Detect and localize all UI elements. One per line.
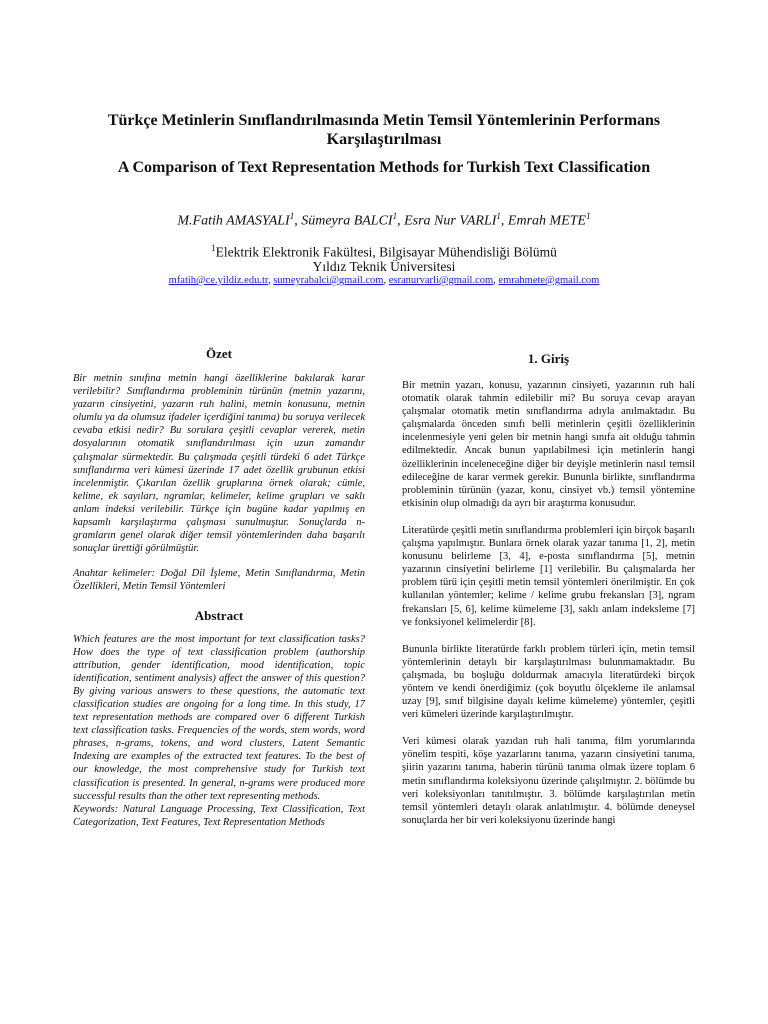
body-paragraph: Bir metnin yazarı, konusu, yazarının cinsiyeti, yazarının ruh hali otomatik olarak tahmin edilebilir mi? Bu soruya cevap arayan çalışmalar otomatik metin sınıflandırma adıyla anılmaktadır. Bu çalışmalarda önceden sınıfı belli metinlerin çeşitli özelliklerinin incelenmesiyle yeni gelen bir metnin hangi sınıfa ait olduğu tahmin edilmektedir. Ancak bunun yapılabilmesi için metinlerin hangi özelliklerinin inceleneceğine diğer bir deyişle metinlerin nasıl temsil edileceğine de karar vermek gerekir. Bununla birlikte, sınıflandırma probleminin türünün (yazar, konu, cinsiyet vb.) temsil yöntemine etkisinin olup olmadığı da ayrı bir araştırma konusudur. (402, 380, 695, 509)
body-paragraph: Literatürde çeşitli metin sınıflandırma problemleri için birçok başarılı çalışma yapılmıştır. Bunlara örnek olarak yazar tanıma [1, 2], metin konusunu belirleme [3, 4], e-posta sınıflandırma [5], metnin yazarının cinsiyetini belirleme [1] verilebilir. Bu çalışmalarda her problem türü için çeşitli metin temsil yöntemleri önerilmiştir. En çok kullanılan yöntemler; kelime / kelime grubu frekansları [3], ngram frekansları [5, 6], kelime kümeleme [3], saklı anlam indeksleme [7] ve fonksiyonel kelimelerdir [8]. (402, 524, 695, 628)
affiliation-mark: 1 (211, 243, 216, 253)
ozet-keywords: Anahtar kelimeler: Doğal Dil İşleme, Metin Sınıflandırma, Metin Özellikleri, Metin Temsil Yöntemleri (73, 568, 365, 593)
title-turkish: Türkçe Metinlerin Sınıflandırılmasında Metin Temsil Yöntemlerinin Performans Karşılaştırılması (107, 112, 661, 148)
ozet-heading: Özet (206, 346, 232, 361)
author-affiliation-mark: 1 (496, 211, 501, 221)
email-link[interactable]: emrahmete@gmail.com (498, 275, 600, 286)
affiliation-university: Yıldız Teknik Üniversitesi (312, 259, 456, 274)
email-link[interactable]: mfatih@ce.yildiz.edu.tr (168, 275, 268, 286)
section-heading-giris: 1. Giriş (527, 351, 570, 366)
right-column (402, 351, 695, 841)
body-paragraph: Bununla birlikte literatürde farklı problem türleri için, metin temsil yöntemlerinin detaylı bir karşılaştırılması bulunmamaktadır. Bu çalışmada, bu boşluğu doldurmak amacıyla literatürdeki birçok yöntem ve kendi önerdiğimiz (çok boyutlu ölçekleme ile anlamsal uzay [9], sınıf bilgisine dayalı kelime kümeleme) yöntemler, çeşitli veri kümeleri üzerinde karşılaştırılmıştır. (402, 643, 695, 721)
left-column (73, 346, 365, 829)
abstract-keywords: Keywords: Natural Language Processing, Text Classification, Text Categorization, Text Features, Text Representation Methods (73, 803, 365, 828)
email-link[interactable]: sumeyrabalci@gmail.com (273, 275, 384, 286)
author-list: M.Fatih AMASYALI$^1$, Sümeyra BALCI$^1$, Esra Nur VARLI$^1$, Emrah METE$^1$ (177, 211, 591, 229)
body-paragraph: Veri kümesi olarak yazıdan ruh hali tanıma, film yorumlarında yönelim tespiti, köşe yazarlarını tanıma, yazarın cinsiyetini tanıma, şiirin yazarını tanıma, haberin türünü tanıma olmak üzere toplam 6 metin sınıflandırma koleksiyonu üzerinde çalışılmıştır. 2. bölümde bu veri koleksiyonları tanıtılmıştır. 3. bölümde karşılaştırılan metin temsil yöntemleri detaylı olarak anlatılmıştır. 4. bölümde deneysel sonuçlarda her bir veri koleksiyonu üzerinde hangi (402, 736, 695, 826)
ozet-text: Bir metnin sınıfına metnin hangi özelliklerine bakılarak karar verilebilir? Sınıflandırma probleminin türünün (metnin yazarını, yazarın cinsiyetini, yazarın ruh halini, metnin konusunu, metnin olumlu ya da olumsuz ifadeler içerdiğini tanıma) bu soruya verilecek cevaba etkisi nedir? Bu sorulara çeşitli cevaplar vererek, metin dosyalarının otomatik sınıflandırılması için uzun zamandır çalışmalar sürmektedir. Bu çalışmada çeşitli türdeki 6 adet Türkçe sınıflandırma veri kümesi üzerinde 17 adet özellik grubunun etkisi incelenmiştir. Çıkarılan özellik gruplarına örnek olarak; cümle, kelime, ek sayıları, ngramlar, kelimeler, kelime grupları ve saklı anlam indeksi verilebilir. Türkçe için bugüne kadar yapılmış en kapsamlı karşılaştırma çalışması sunulmuştur. Sonuçlarda n-gramların genel olarak diğer temsil yöntemlerinden daha başarılı sonuçlar ürettiği görülmüştür. (73, 373, 365, 555)
author-name: Sümeyra BALCI (301, 213, 393, 229)
author-affiliation-mark: 1 (392, 211, 398, 221)
email-list: mfatih@ce.yildiz.edu.tr, sumeyrabalci@gmail.com, esranurvarli@gmail.com, emrahmete@gmail.com (168, 275, 600, 286)
abstract-text: Which features are the most important for text classification tasks? How does the type of text classification problem (authorship attribution, gender identification, mood identification, topic identification, sentiment analysis) affect the answer of this question? By giving various answers to these questions, the automatic text classification studies are ongoing for a long time. In this study, 17 text representation methods are compared over 6 different Turkish text classification tasks. Frequencies of the words, stem words, word phrases, n-grams, tokens, and word clusters, Latent Semantic Indexing are examples of the extracted text features. To the best of our knowledge, the most comprehensive study for Turkish text classification is presented. In general, n-grams were produced more successful results than the other text representing methods. (73, 633, 365, 802)
author-name: Emrah METE (507, 213, 587, 229)
email-link[interactable]: esranurvarli@gmail.com (388, 275, 494, 286)
author-affiliation-mark: 1 (289, 211, 295, 221)
abstract-heading: Abstract (194, 607, 244, 623)
title-english: A Comparison of Text Representation Methods for Turkish Text Classification (117, 159, 651, 176)
affiliation-faculty-text: Elektrik Elektronik Fakültesi, Bilgisayar Mühendisliği Bölümü (215, 244, 557, 260)
author-name: M.Fatih AMASYALI (177, 213, 290, 229)
author-affiliation-mark: 1 (586, 211, 591, 221)
author-name: Esra Nur VARLI (404, 213, 497, 229)
